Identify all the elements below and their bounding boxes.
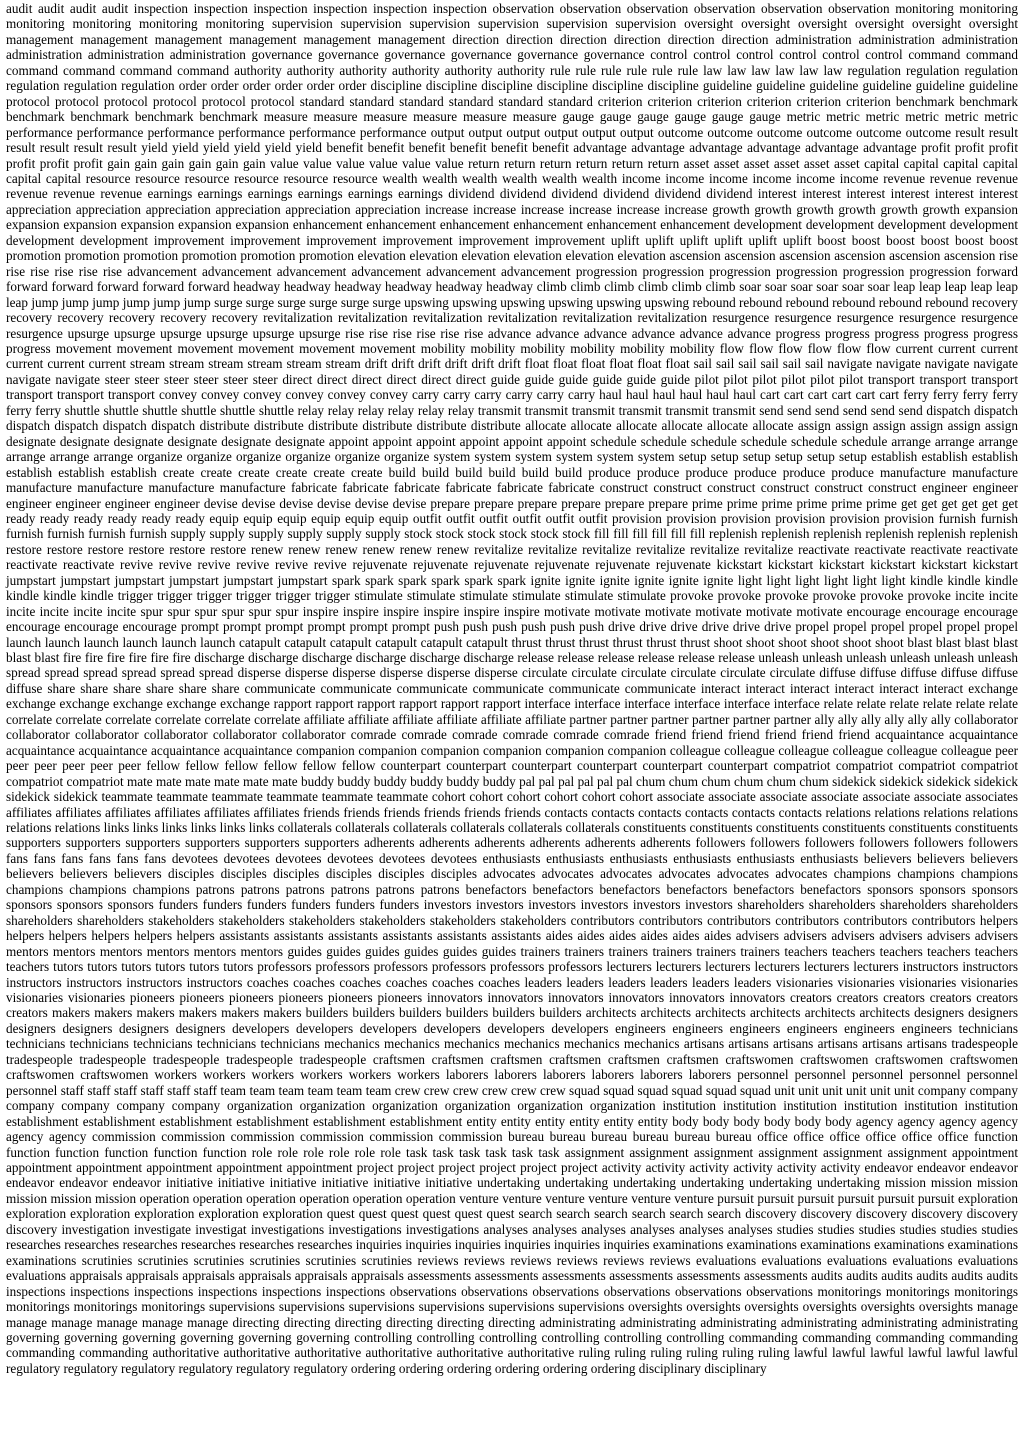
word-list-paragraph: audit audit audit audit inspection inspection inspection inspection inspection inspection observation observation observation observation observation observation monitoring monitoring monitoring monitoring monitoring monitoring supervision supervision supervision supervision supervision supervision oversight oversight oversight oversight oversight oversight management management management management management management direction direction direction direction direction direction administration administration administration administration administration administration governance governance governance governance governance governance control control control control control control command command command command command command authority authority authority authority authority authority rule rule rule rule rule rule law law law law law law regulation regulation regulation regulation regulation regulation order order order order order order discipline discipline discipline discipline discipline discipline guideline guideline guideline guideline guideline guideline protocol protocol protocol protocol protocol protocol standard standard standard standard standard standard criterion criterion criterion criterion criterion criterion benchmark benchmark benchmark benchmark benchmark benchmark measure measure measure measure measure measure gauge gauge gauge gauge gauge gauge metric metric metric metric metric metric performance performance performance performance performance performance output output output output output output outcome outcome outcome outcome outcome outcome result result result result result result yield yield yield yield yield yield benefit benefit benefit benefit benefit benefit advantage advantage advantage advantage advantage advantage profit profit profit profit profit profit gain gain gain gain gain gain value value value value value value return return return return return return asset asset asset asset asset asset capital capital capital capital capital capital resource resource resource resource resource resource wealth wealth wealth wealth wealth wealth income income income income income income revenue revenue revenue revenue revenue revenue earnings earnings earnings earnings earnings earnings dividend dividend dividend dividend dividend dividend interest interest interest interest interest interest appreciation appreciation appreciation appreciation appreciation appreciation increase increase increase increase increase increase growth growth growth growth growth growth expansion expansion expansion expansion expansion expansion enhancement enhancement enhancement enhancement enhancement enhancement development development development development development development improvement improvement improvement improvement improvement improvement uplift uplift uplift uplift uplift uplift boost boost boost boost boost boost promotion promotion promotion promotion promotion promotion elevation elevation elevation elevation elevation elevation ascension ascension ascension ascension ascension ascension rise rise rise rise rise rise advancement advancement advancement advancement advancement advancement progression progression progression progression progression progression forward forward forward forward forward forward headway headway headway headway headway headway climb climb climb climb climb climb soar soar soar soar soar soar leap leap leap leap leap leap jump jump jump jump jump jump surge surge surge surge surge surge upswing upswing upswing upswing upswing upswing rebound rebound rebound rebound rebound rebound recovery recovery recovery recovery recovery recovery revitalization revitalization revitalization revitalization revitalization revitalization resurgence resurgence resurgence resurgence resurgence resurgence upsurge upsurge upsurge upsurge upsurge upsurge rise rise rise rise rise rise advance advance advance advance advance advance progress progress progress progress progress progress movement movement movement movement movement movement mobility mobility mobility mobility mobility mobility flow flow flow flow flow flow current current current current current current stream stream stream stream stream stream drift drift drift drift drift drift float float float float float float sail sail sail sail sail sail navigate navigate navigate navigate navigate navigate steer steer steer steer steer steer direct direct direct direct direct direct guide guide guide guide guide guide pilot pilot pilot pilot pilot pilot transport transport transport transport transport transport convey convey convey convey convey convey carry carry carry carry carry carry haul haul haul haul haul haul cart cart cart cart cart cart ferry ferry ferry ferry ferry ferry shuttle shuttle shuttle shuttle shuttle shuttle relay relay relay relay relay relay transmit transmit transmit transmit transmit transmit send send send send send send dispatch dispatch dispatch dispatch dispatch dispatch distribute distribute distribute distribute distribute distribute allocate allocate allocate allocate allocate allocate assign assign assign assign assign assign designate designate designate designate designate designate appoint appoint appoint appoint appoint appoint schedule schedule schedule schedule schedule schedule arrange arrange arrange arrange arrange arrange organize organize organize organize organize organize system system system system system system setup setup setup setup setup setup establish establish establish establish establish establish create create create create create create build build build build build build produce produce produce produce produce produce manufacture manufacture manufacture manufacture manufacture manufacture fabricate fabricate fabricate fabricate fabricate fabricate construct construct construct construct construct construct engineer engineer engineer engineer engineer engineer devise devise devise devise devise devise prepare prepare prepare prepare prepare prepare prime prime prime prime prime prime get get get get get get ready ready ready ready ready ready equip equip equip equip equip equip outfit outfit outfit outfit outfit outfit provision provision provision provision provision provision furnish furnish furnish furnish furnish furnish supply supply supply supply supply supply stock stock stock stock stock stock fill fill fill fill fill fill replenish replenish replenish replenish replenish replenish restore restore restore restore restore restore renew renew renew renew renew renew revitalize revitalize revitalize revitalize revitalize revitalize reactivate reactivate reactivate reactivate reactivate reactivate revive revive revive revive revive revive rejuvenate rejuvenate rejuvenate rejuvenate rejuvenate rejuvenate kickstart kickstart kickstart kickstart kickstart kickstart jumpstart jumpstart jumpstart jumpstart jumpstart jumpstart spark spark spark spark spark spark ignite ignite ignite ignite ignite ignite light light light light light light kindle kindle kindle kindle kindle kindle trigger trigger trigger trigger trigger trigger stimulate stimulate stimulate stimulate stimulate stimulate provoke provoke provoke provoke provoke provoke incite incite incite incite incite incite spur spur spur spur spur spur inspire inspire inspire inspire inspire inspire motivate motivate motivate motivate motivate motivate encourage encourage encourage encourage encourage encourage prompt prompt prompt prompt prompt prompt push push push push push push drive drive drive drive drive drive propel propel propel propel propel propel launch launch launch launch launch launch catapult catapult catapult catapult catapult catapult thrust thrust thrust thrust thrust thrust shoot shoot shoot shoot shoot shoot blast blast blast blast blast blast fire fire fire fire fire fire discharge discharge discharge discharge discharge discharge release release release release release release unleash unleash unleash unleash unleash unleash spread spread spread spread spread spread disperse disperse disperse disperse disperse disperse circulate circulate circulate circulate circulate circulate diffuse diffuse diffuse diffuse diffuse diffuse share share share share share share communicate communicate communicate communicate communicate communicate interact interact interact interact interact interact exchange exchange exchange exchange exchange exchange rapport rapport rapport rapport rapport rapport interface interface interface interface interface interface relate relate relate relate relate relate correlate correlate correlate correlate correlate correlate affiliate affiliate affiliate affiliate affiliate affiliate partner partner partner partner partner partner ally ally ally ally ally ally collaborator collaborator collaborator collaborator collaborator collaborator comrade comrade comrade comrade comrade comrade friend friend friend friend friend friend acquaintance acquaintance acquaintance acquaintance acquaintance acquaintance companion companion companion companion companion companion colleague colleague colleague colleague colleague colleague peer peer peer peer peer peer fellow fellow fellow fellow fellow fellow counterpart counterpart counterpart counterpart counterpart counterpart compatriot compatriot compatriot compatriot compatriot compatriot mate mate mate mate mate mate buddy buddy buddy buddy buddy buddy pal pal pal pal pal pal chum chum chum chum chum chum sidekick sidekick sidekick sidekick sidekick sidekick teammate teammate teammate teammate teammate teammate cohort cohort cohort cohort cohort cohort associate associate associate associate associate associate associates affiliates affiliates affiliates affiliates affiliates affiliates friends friends friends friends friends friends contacts contacts contacts contacts contacts contacts relations relations relations relations relations relations links links links links links links collaterals collaterals collaterals collaterals collaterals collaterals constituents constituents constituents constituents constituents constituents supporters supporters supporters supporters supporters supporters adherents adherents adherents adherents adherents adherents followers followers followers followers followers followers fans fans fans fans fans fans devotees devotees devotees devotees devotees devotees enthusiasts enthusiasts enthusiasts enthusiasts enthusiasts enthusiasts believers believers believers believers believers believers disciples disciples disciples disciples disciples disciples advocates advocates advocates advocates advocates advocates champions champions champions champions champions champions patrons patrons patrons patrons patrons patrons benefactors benefactors benefactors benefactors benefactors benefactors sponsors sponsors sponsors sponsors sponsors sponsors funders funders funders funders funders funders investors investors investors investors investors investors shareholders shareholders shareholders shareholders shareholders shareholders stakeholders stakeholders stakeholders stakeholders stakeholders stakeholders contributors contributors contributors contributors contributors contributors helpers helpers helpers helpers helpers helpers assistants assistants assistants assistants assistants assistants aides aides aides aides aides aides advisers advisers advisers advisers advisers advisers mentors mentors mentors mentors mentors mentors guides guides guides guides guides guides trainers trainers trainers trainers trainers trainers teachers teachers teachers teachers teachers teachers tutors tutors tutors tutors tutors tutors professors professors professors professors professors professors lecturers lecturers lecturers lecturers lecturers lecturers instructors instructors instructors instructors instructors instructors coaches coaches coaches coaches coaches coaches leaders leaders leaders leaders leaders leaders visionaries visionaries visionaries visionaries visionaries visionaries pioneers pioneers pioneers pioneers pioneers pioneers innovators innovators innovators innovators innovators innovators creators creators creators creators creators creators makers makers makers makers makers makers builders builders builders builders builders builders architects architects architects architects architects architects designers designers designers designers designers designers developers developers developers developers developers developers engineers engineers engineers engineers engineers engineers technicians technicians technicians technicians technicians technicians mechanics mechanics mechanics mechanics mechanics mechanics artisans artisans artisans artisans artisans artisans tradespeople tradespeople tradespeople tradespeople tradespeople tradespeople craftsmen craftsmen craftsmen craftsmen craftsmen craftsmen craftswomen craftswomen craftswomen craftswomen craftswomen craftswomen workers workers workers workers workers workers laborers laborers laborers laborers laborers laborers personnel personnel personnel personnel personnel personnel staff staff staff staff staff staff team team team team team team crew crew crew crew crew crew squad squad squad squad squad squad unit unit unit unit unit unit company company company company company company organization organization organization organization organization organization institution institution institution institution institution institution establishment establishment establishment establishment establishment establishment entity entity entity entity entity entity body body body body body body agency agency agency agency agency agency commission commission commission commission commission commission bureau bureau bureau bureau bureau bureau office office office office office office function function function function function function role role role role role role task task task task task task assignment assignment assignment assignment assignment assignment appointment appointment appointment appointment appointment appointment project project project project project project activity activity activity activity activity activity endeavor endeavor endeavor endeavor endeavor endeavor initiative initiative initiative initiative initiative initiative undertaking undertaking undertaking undertaking undertaking undertaking mission mission mission mission mission mission operation operation operation operation operation operation venture venture venture venture venture venture pursuit pursuit pursuit pursuit pursuit pursuit exploration exploration exploration exploration exploration exploration quest quest quest quest quest quest search search search search search search discovery discovery discovery discovery discovery discovery investigation investigate investigat investigations investigations investigations analyses analyses analyses analyses analyses analyses studies studies studies studies studies studies researches researches researches researches researches researches inquiries inquiries inquiries inquiries inquiries inquiries examinations examinations examinations examinations examinations examinations scrutinies scrutinies scrutinies scrutinies scrutinies scrutinies reviews reviews reviews reviews reviews reviews evaluations evaluations evaluations evaluations evaluations evaluations appraisals appraisals appraisals appraisals appraisals appraisals assessments assessments assessments assessments assessments assessments audits audits audits audits audits audits inspections inspections inspections inspections inspections inspections observations observations observations observations observations observations monitorings monitorings monitorings monitorings monitorings monitorings supervisions supervisions supervisions supervisions supervisions supervisions oversights oversights oversights oversights oversights oversights manage manage manage manage manage manage directing directing directing directing directing directing administrating administrating administrating administrating administrating administrating governing governing governing governing governing governing controlling controlling controlling controlling controlling controlling commanding commanding commanding commanding commanding commanding authoritative authoritative authoritative authoritative authoritative authoritative ruling ruling ruling ruling ruling ruling lawful lawful lawful lawful lawful lawful regulatory regulatory regulatory regulatory regulatory regulatory ordering ordering ordering ordering ordering ordering disciplinary disciplinary [6,1,1018,1376]
